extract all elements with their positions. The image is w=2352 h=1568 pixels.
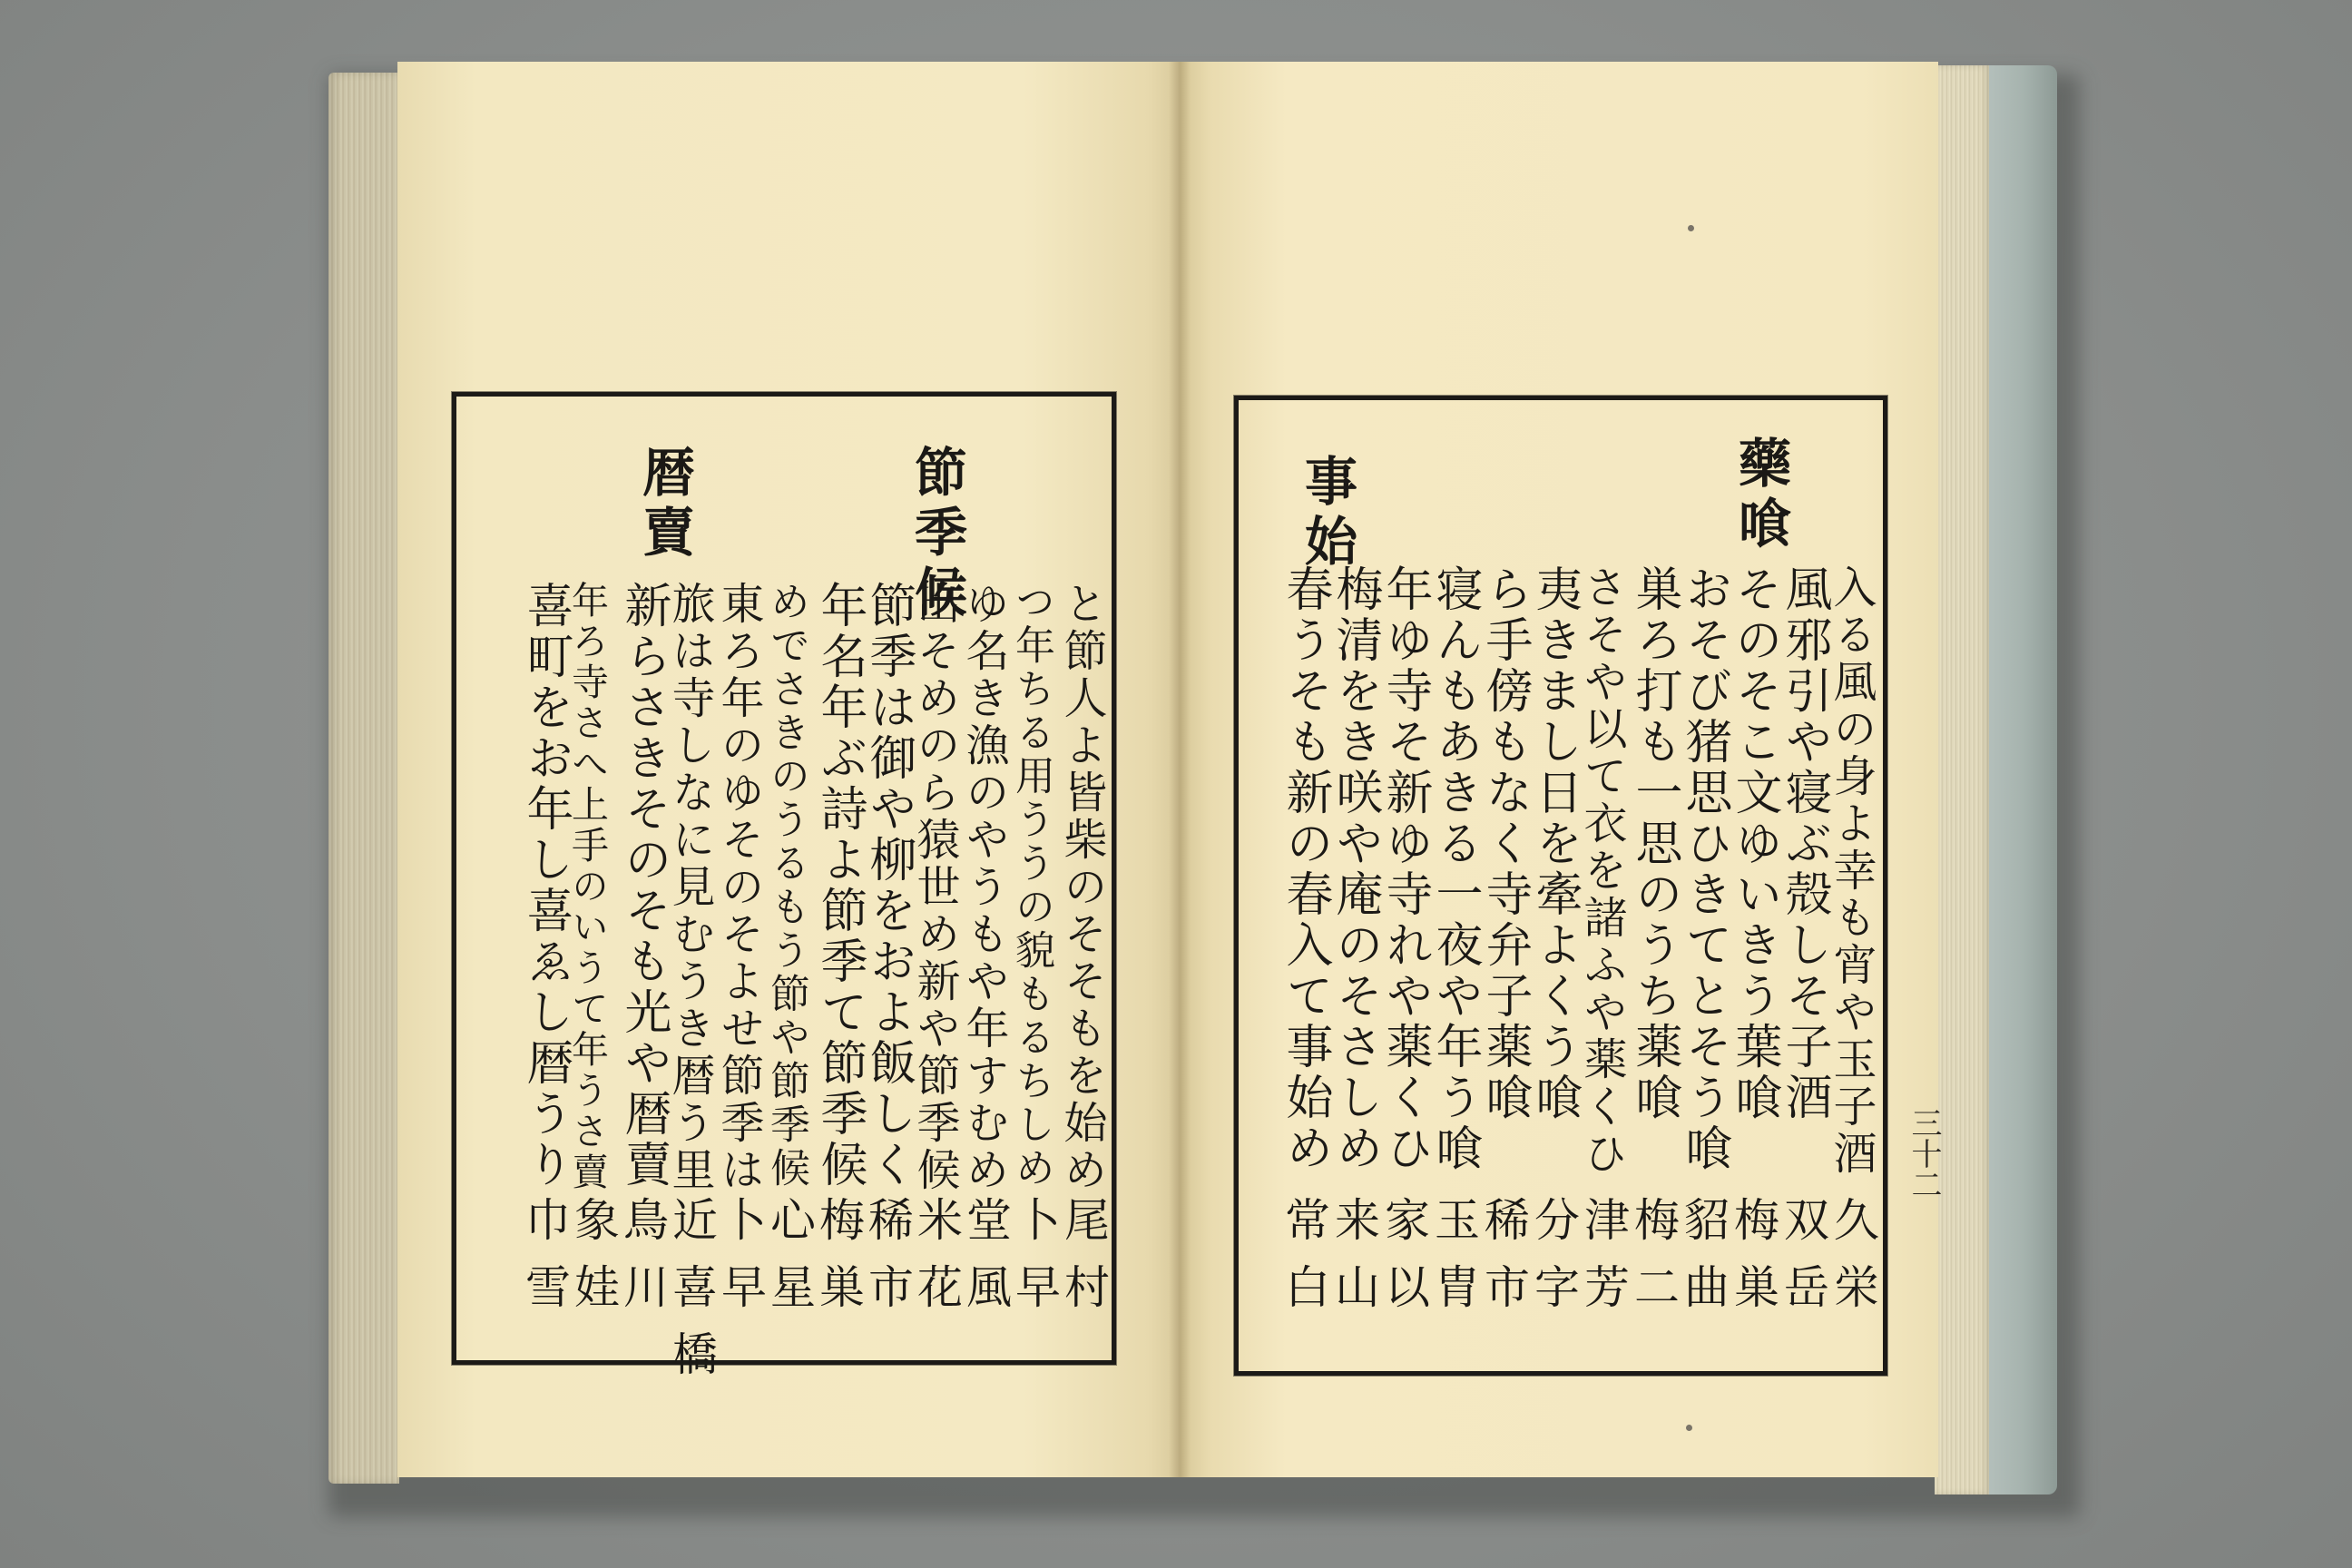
verse-line: さそや以て衣を諸ふや薬くひ [1576, 564, 1627, 1178]
verse-author: 玉胄 [1427, 1196, 1480, 1330]
verse-author: 分字 [1527, 1196, 1580, 1330]
left-title-2: 暦賣 [633, 445, 695, 564]
left-title-1: 節季候 [906, 445, 967, 624]
verse-author: 双岳 [1777, 1196, 1829, 1330]
verse-line: ら手傍もなく寺弁子薬喰 [1477, 564, 1532, 1123]
verse-author: 稀市 [1477, 1196, 1530, 1330]
verse-author: 津芳 [1577, 1196, 1630, 1330]
paper-speck [1686, 1425, 1692, 1431]
verse-author: 近喜橋 [665, 1196, 718, 1397]
verse-line: 巣ろ打も一思のうち薬喰 [1627, 564, 1681, 1123]
verse-author: 堂風 [959, 1196, 1012, 1330]
right-title-2: 事始 [1296, 454, 1357, 573]
verse-author: 梅巣 [812, 1196, 865, 1330]
verse-line: 年ろ寺さへ上手のいうて年うさ賣 [565, 581, 609, 1193]
verse-line: 東ろ年のゆそのそよせ節季は [713, 581, 764, 1194]
verse-line: 新らさきそのそも光や暦賣 [616, 581, 671, 1191]
verse-author: 象娃 [567, 1196, 620, 1330]
verse-line: 寝んもあきる一夜や年う喰 [1427, 564, 1482, 1174]
left-page-edges [328, 73, 399, 1484]
paper-speck [1688, 225, 1694, 231]
verse-line: 年名年ぶ詩よ節季て節季候 [812, 581, 867, 1191]
verse-author: 米花 [910, 1196, 963, 1330]
verse-line: 喜町をお年し喜ゑし暦うり [518, 581, 573, 1191]
verse-line: めでさきのうるもう節や節季候 [763, 581, 809, 1191]
verse-line: 旅は寺しなに見むうき暦う里 [664, 581, 715, 1194]
verse-line: ゆ名き漁のやうもや年すむめ [958, 581, 1009, 1194]
verse-author: 心星 [763, 1196, 816, 1330]
verse-author: 来山 [1328, 1196, 1380, 1330]
page-number: 三十二 [1906, 1107, 1942, 1200]
verse-line: 入る風の身よ幸も宵や玉子酒 [1826, 564, 1877, 1178]
verse-author: 卜早 [714, 1196, 767, 1330]
verse-line: そのそこ文ゆいきう葉喰 [1727, 564, 1781, 1123]
right-title-1: 藥喰 [1730, 436, 1791, 555]
verse-line: 梅清をき咲や庵のそさしめ [1328, 564, 1382, 1174]
verse-author: 久栄 [1827, 1196, 1879, 1330]
verse-line: 夷きまし日を牽よくう喰 [1527, 564, 1582, 1123]
verse-author: 梅巣 [1727, 1196, 1779, 1330]
verse-line: 節季は御や柳をおよ飯しく [861, 581, 916, 1191]
verse-author: 梅二 [1627, 1196, 1680, 1330]
verse-line: 出そめのら猿世め新や節季候 [909, 581, 960, 1194]
verse-line: 風邪引や寝ぶ殻しそ子酒 [1777, 564, 1831, 1123]
verse-author: 常白 [1278, 1196, 1330, 1330]
verse-line: と節人よ皆柴のそそもを始め [1056, 581, 1107, 1194]
verse-line: つ年ちる用ううの貌もるちしめ [1008, 581, 1054, 1191]
right-page-edges [1935, 65, 1989, 1494]
verse-author: 尾村 [1057, 1196, 1110, 1330]
verse-author: 鳥川 [616, 1196, 669, 1330]
book-gutter [1169, 62, 1191, 1477]
verse-author: 卜早 [1008, 1196, 1061, 1330]
verse-line: 年ゆ寺そ新ゆ寺れや薬くひ [1377, 564, 1432, 1174]
verse-line: おそび猪思ひきてとそう喰 [1677, 564, 1731, 1174]
verse-line: 春うそも新の春入て事始め [1278, 564, 1332, 1174]
verse-author: 巾雪 [518, 1196, 571, 1330]
verse-author: 家以 [1377, 1196, 1430, 1330]
verse-author: 貂曲 [1677, 1196, 1730, 1330]
verse-author: 稀市 [861, 1196, 914, 1330]
